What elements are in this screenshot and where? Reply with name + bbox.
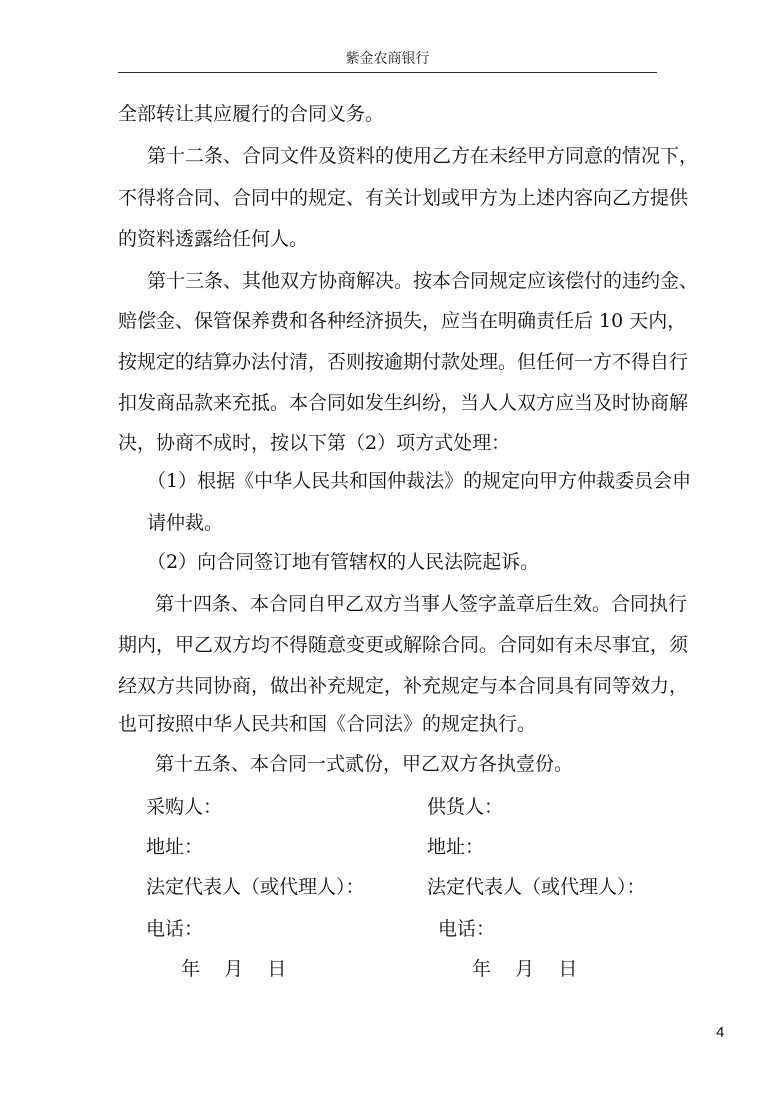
body-line: 请仲裁。 xyxy=(147,512,224,534)
supplier-phone-label: 电话： xyxy=(438,918,496,940)
buyer-phone-label: 电话： xyxy=(146,918,204,940)
buyer-date: 年 月 日 xyxy=(181,958,287,980)
body-line: 第十三条、其他双方协商解决。按本合同规定应该偿付的违约金、 xyxy=(147,270,699,292)
body-line: 期内，甲乙双方均不得随意变更或解除合同。合同如有未尽事宜，须 xyxy=(118,634,689,656)
body-line: 第十四条、本合同自甲乙双方当事人签字盖章后生效。合同执行 xyxy=(155,593,688,615)
buyer-representative-label: 法定代表人（或代理人）： xyxy=(146,876,365,898)
supplier-representative-label: 法定代表人（或代理人）： xyxy=(427,876,646,898)
body-line: 第十二条、合同文件及资料的使用乙方在未经甲方同意的情况下， xyxy=(147,145,699,167)
body-line: （1）根据《中华人民共和国仲裁法》的规定向甲方仲裁委员会申 xyxy=(147,470,692,492)
supplier-date: 年 月 日 xyxy=(472,958,578,980)
body-line: 全部转让其应履行的合同义务。 xyxy=(118,103,385,125)
body-line: 赔偿金、保管保养费和各种经济损失，应当在明确责任后 10 天内， xyxy=(118,310,687,332)
body-line: 经双方共同协商，做出补充规定，补充规定与本合同具有同等效力， xyxy=(118,675,689,697)
body-line: 扣发商品款来充抵。本合同如发生纠纷，当人人双方应当及时协商解 xyxy=(118,392,689,414)
body-line: （2）向合同签订地有管辖权的人民法院起诉。 xyxy=(147,551,540,573)
header-title: 紫金农商银行 xyxy=(345,51,430,67)
supplier-name-label: 供货人： xyxy=(427,796,504,818)
body-line: 第十五条、本合同一式贰份，甲乙双方各执壹份。 xyxy=(155,753,574,775)
body-line: 不得将合同、合同中的规定、有关计划或甲方为上述内容向乙方提供 xyxy=(118,187,689,209)
body-line: 也可按照中华人民共和国《合同法》的规定执行。 xyxy=(118,713,537,735)
buyer-address-label: 地址： xyxy=(146,836,204,858)
header-divider xyxy=(118,72,657,73)
supplier-address-label: 地址： xyxy=(427,836,485,858)
body-line: 决，协商不成时，按以下第（2）项方式处理： xyxy=(118,432,511,454)
body-line: 的资料透露给任何人。 xyxy=(118,228,309,250)
body-line: 按规定的结算办法付清，否则按逾期付款处理。但任何一方不得自行 xyxy=(118,351,689,373)
buyer-name-label: 采购人： xyxy=(146,796,223,818)
page-number: 4 xyxy=(716,1024,725,1041)
